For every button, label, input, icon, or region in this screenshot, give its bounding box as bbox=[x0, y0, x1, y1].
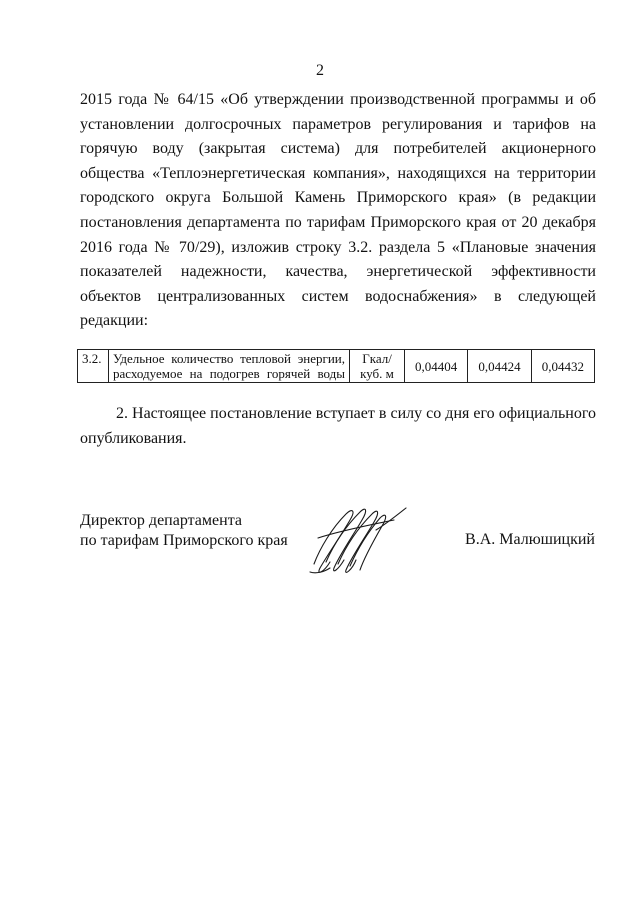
body-paragraph-2: 2. Настоящее постановление вступает в силу со дня его официального опубликования. bbox=[80, 405, 596, 447]
signer-position-line-2: по тарифам Приморского края bbox=[80, 532, 288, 549]
unit-cell bbox=[350, 350, 405, 383]
page-number: 2 bbox=[316, 62, 324, 79]
unit-line-2: куб. м bbox=[360, 366, 394, 381]
indicator-name-cell bbox=[109, 350, 350, 383]
indicator-table bbox=[77, 349, 595, 383]
signer-position bbox=[80, 511, 288, 551]
unit-line-1: Гкал/ bbox=[362, 351, 392, 366]
body-paragraph-1: 2015 года № 64/15 «Об утверждении производственной программы и об установлении долгосрочных параметров регулирования и тарифов на горячую воду (закрытая система) для потребителей акционерного общества «Теплоэнергетическая компания», находящихся на территории городского округа Большой Камень Приморского края» (в редакции постановления департамента по тарифам Приморского края от 20 декабря 2016 года № 70/29), изложив строку 3.2. раздела 5 «Плановые значения показателей надежности, качества, энергетической эффективности объектов централизованных систем водоснабжения» в следующей редакции: bbox=[80, 91, 596, 330]
table-row bbox=[78, 350, 595, 383]
indicator-name-line-1: Удельное количество тепловой энергии, bbox=[113, 351, 345, 366]
indicator-name-line-2: расходуемое на подогрев горячей воды bbox=[113, 366, 345, 381]
row-number-cell: 3.2. bbox=[78, 350, 109, 383]
value-cell-1: 0,04404 bbox=[405, 350, 468, 383]
signer-name: В.А. Малюшицкий bbox=[465, 531, 595, 548]
value-cell-2: 0,04424 bbox=[468, 350, 531, 383]
signer-position-line-1: Директор департамента bbox=[80, 512, 242, 529]
value-cell-3: 0,04432 bbox=[531, 350, 594, 383]
handwritten-signature bbox=[306, 498, 412, 582]
